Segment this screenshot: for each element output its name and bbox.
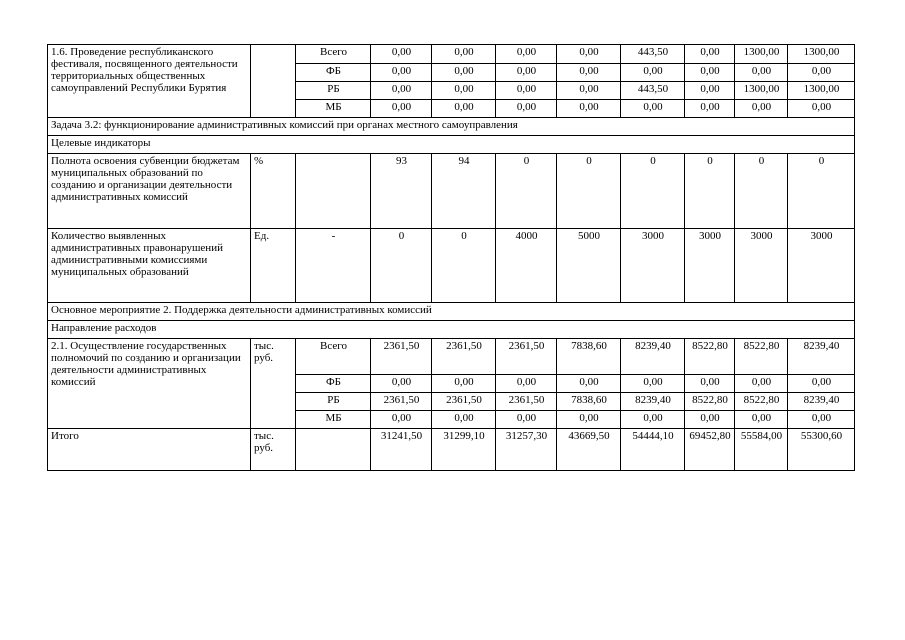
funding-source-cell: МБ (296, 411, 371, 429)
value-cell: 2361,50 (432, 339, 496, 375)
table-row (48, 339, 855, 375)
value-cell: 0,00 (371, 45, 432, 64)
value-cell: 0,00 (788, 100, 855, 118)
value-cell: 0,00 (432, 375, 496, 393)
value-cell: 0,00 (621, 375, 685, 393)
value-cell: 1300,00 (788, 45, 855, 64)
table-row (48, 303, 855, 321)
value-cell: 0,00 (371, 375, 432, 393)
table-row (48, 429, 855, 471)
value-cell: 0 (735, 154, 788, 229)
value-cell: 2361,50 (371, 393, 432, 411)
value-cell: 8522,80 (685, 393, 735, 411)
value-cell: 0,00 (432, 45, 496, 64)
value-cell: 2361,50 (432, 393, 496, 411)
value-cell: 0,00 (557, 100, 621, 118)
value-cell: 0,00 (788, 411, 855, 429)
table-row (48, 154, 855, 229)
value-cell: 0,00 (496, 100, 557, 118)
value-cell: 0,00 (788, 375, 855, 393)
value-cell: 0,00 (735, 411, 788, 429)
value-cell: 1300,00 (788, 82, 855, 100)
value-cell: 0,00 (496, 64, 557, 82)
task-heading: Задача 3.2: функционирование административных комиссий при органах местного самоуправления (48, 118, 855, 136)
value-cell: 0,00 (496, 375, 557, 393)
value-cell: 55584,00 (735, 429, 788, 471)
value-cell: 0,00 (371, 100, 432, 118)
funding-source-cell: МБ (296, 100, 371, 118)
value-cell: 7838,60 (557, 339, 621, 375)
value-cell: 0 (496, 154, 557, 229)
value-cell: 2361,50 (371, 339, 432, 375)
funding-source-cell: ФБ (296, 64, 371, 82)
funding-source-cell: ФБ (296, 375, 371, 393)
value-cell: 4000 (496, 229, 557, 303)
value-cell: 2361,50 (496, 339, 557, 375)
event-name-cell: 2.1. Осуществление государственных полномочий по созданию и организации деятельности административных комиссий (48, 339, 251, 429)
base-value-cell: - (296, 229, 371, 303)
value-cell: 8239,40 (621, 393, 685, 411)
value-cell: 0,00 (557, 411, 621, 429)
value-cell: 3000 (735, 229, 788, 303)
value-cell: 0,00 (371, 82, 432, 100)
value-cell: 43669,50 (557, 429, 621, 471)
value-cell: 8239,40 (788, 393, 855, 411)
value-cell: 69452,80 (685, 429, 735, 471)
value-cell: 0 (685, 154, 735, 229)
indicator-name-cell: Полнота освоения субвенции бюджетам муниципальных образований по созданию и организации деятельности административных комиссий (48, 154, 251, 229)
table-row (48, 118, 855, 136)
value-cell: 8522,80 (735, 393, 788, 411)
unit-cell: % (251, 154, 296, 229)
value-cell: 0,00 (685, 45, 735, 64)
program-funding-table (47, 44, 855, 471)
value-cell: 0,00 (432, 82, 496, 100)
value-cell: 0,00 (621, 411, 685, 429)
value-cell: 443,50 (621, 45, 685, 64)
value-cell: 0 (621, 154, 685, 229)
value-cell: 0,00 (496, 411, 557, 429)
section-heading: Целевые индикаторы (48, 136, 855, 154)
value-cell: 0,00 (735, 375, 788, 393)
value-cell: 8239,40 (621, 339, 685, 375)
value-cell: 0,00 (496, 82, 557, 100)
value-cell: 0 (371, 229, 432, 303)
unit-cell: Ед. (251, 229, 296, 303)
value-cell: 31299,10 (432, 429, 496, 471)
value-cell: 93 (371, 154, 432, 229)
value-cell: 0,00 (685, 64, 735, 82)
base-value-cell (296, 154, 371, 229)
value-cell: 0,00 (557, 64, 621, 82)
value-cell: 31241,50 (371, 429, 432, 471)
value-cell: 0,00 (685, 411, 735, 429)
value-cell: 94 (432, 154, 496, 229)
value-cell: 8239,40 (788, 339, 855, 375)
value-cell: 1300,00 (735, 45, 788, 64)
value-cell: 0,00 (735, 100, 788, 118)
value-cell: 3000 (621, 229, 685, 303)
main-event-heading: Основное мероприятие 2. Поддержка деятельности административных комиссий (48, 303, 855, 321)
unit-cell: тыс. руб. (251, 339, 296, 429)
unit-cell: тыс. руб. (251, 429, 296, 471)
table-row (48, 136, 855, 154)
value-cell: 0,00 (788, 64, 855, 82)
value-cell: 0,00 (557, 45, 621, 64)
value-cell: 2361,50 (496, 393, 557, 411)
value-cell: 0,00 (735, 64, 788, 82)
funding-source-cell: Всего (296, 339, 371, 375)
table-row (48, 321, 855, 339)
value-cell: 0 (557, 154, 621, 229)
value-cell: 3000 (685, 229, 735, 303)
value-cell: 31257,30 (496, 429, 557, 471)
value-cell: 5000 (557, 229, 621, 303)
value-cell: 0,00 (685, 82, 735, 100)
funding-source-cell: РБ (296, 393, 371, 411)
value-cell: 0,00 (685, 100, 735, 118)
value-cell: 7838,60 (557, 393, 621, 411)
table-row (48, 229, 855, 303)
funding-source-cell: РБ (296, 82, 371, 100)
value-cell: 0,00 (621, 100, 685, 118)
value-cell: 0,00 (432, 64, 496, 82)
value-cell: 54444,10 (621, 429, 685, 471)
value-cell: 55300,60 (788, 429, 855, 471)
value-cell: 0 (432, 229, 496, 303)
funding-source-cell: Всего (296, 45, 371, 64)
value-cell: 0,00 (371, 411, 432, 429)
value-cell: 0,00 (432, 411, 496, 429)
value-cell: 3000 (788, 229, 855, 303)
value-cell: 1300,00 (735, 82, 788, 100)
value-cell: 443,50 (621, 82, 685, 100)
section-heading: Направление расходов (48, 321, 855, 339)
indicator-name-cell: Количество выявленных административных правонарушений административными комиссиями муниципальных образований (48, 229, 251, 303)
value-cell: 0,00 (685, 375, 735, 393)
value-cell: 0,00 (371, 64, 432, 82)
table-row (48, 45, 855, 64)
value-cell: 0,00 (557, 82, 621, 100)
value-cell: 0 (788, 154, 855, 229)
value-cell: 0,00 (432, 100, 496, 118)
value-cell: 8522,80 (735, 339, 788, 375)
value-cell: 0,00 (496, 45, 557, 64)
funding-source-cell (296, 429, 371, 471)
event-name-cell: 1.6. Проведение республиканского фестиваля, посвященного деятельности территориальных общественных самоуправлений Республики Бурятия (48, 45, 251, 118)
value-cell: 0,00 (557, 375, 621, 393)
unit-cell (251, 45, 296, 118)
total-label-cell: Итого (48, 429, 251, 471)
value-cell: 8522,80 (685, 339, 735, 375)
value-cell: 0,00 (621, 64, 685, 82)
